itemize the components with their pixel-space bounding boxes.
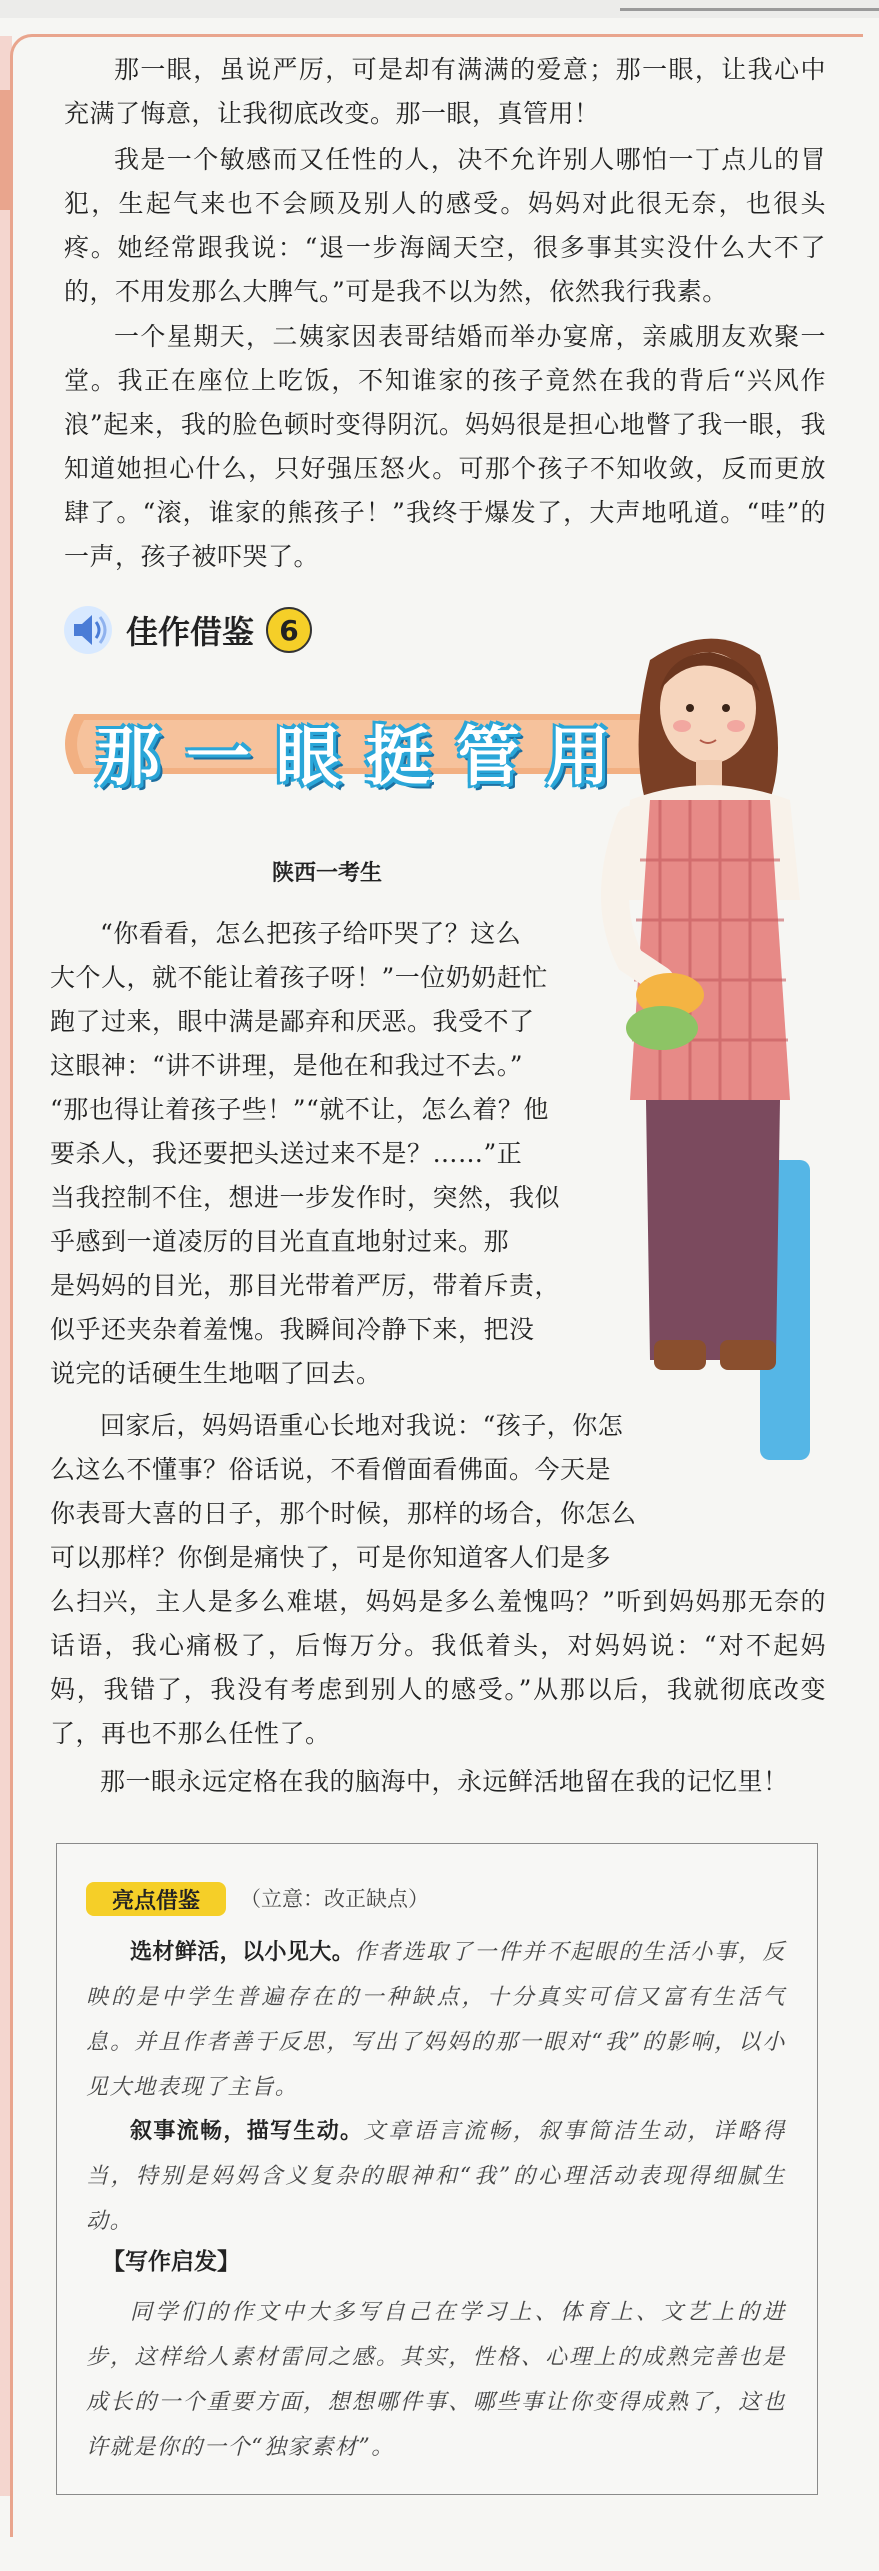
speaker-icon xyxy=(62,604,114,656)
essay-line: 么这么不懂事？俗话说，不看僧面看佛面。今天是 xyxy=(50,1455,612,1484)
prev-paragraph-1: 那一眼，虽说严厉，可是却有满满的爱意；那一眼，让我心中充满了悔意，让我彻底改变。那一眼，真管用！ xyxy=(64,55,826,128)
essay-line: 回家后，妈妈语重心长地对我说：“孩子，你怎 xyxy=(100,1411,624,1440)
essay-line: 是妈妈的目光，那目光带着严厉，带着斥责， xyxy=(50,1271,561,1300)
top-rule xyxy=(620,0,879,11)
essay-line: 当我控制不住，想进一步发作时，突然，我似 xyxy=(50,1183,561,1212)
essay-line: 似乎还夹杂着羞愧。我瞬间冷静下来，把没 xyxy=(50,1315,535,1344)
review-item-2-title: 叙事流畅，描写生动。 xyxy=(130,2119,364,2144)
essay-line: 大个人，就不能让着孩子呀！”一位奶奶赶忙 xyxy=(50,963,548,992)
essay-paragraph-3: 那一眼永远定格在我的脑海中，永远鲜活地留在我的记忆里！ xyxy=(100,1767,789,1796)
section-header xyxy=(62,600,312,660)
author-line: 陕西一考生 xyxy=(272,861,383,886)
inspiration-heading: 【写作启发】 xyxy=(102,2249,240,2275)
mother-illustration xyxy=(590,600,830,1460)
prev-paragraph-2: 我是一个敏感而又任性的人，决不允许别人哪怕一丁点儿的冒犯，生起气来也不会顾及别人的感受。妈妈对此很无奈，也很头疼。她经常跟我说：“退一步海阔天空，很多事其实没什么大不了的，不用发那么大脾气。”可是我不以为然，依然我行我素。 xyxy=(64,145,826,306)
prev-paragraph-3: 一个星期天，二姨家因表哥结婚而举办宴席，亲戚朋友欢聚一堂。我正在座位上吃饭，不知谁家的孩子竟然在我的背后“兴风作浪”起来，我的脸色顿时变得阴沉。妈妈很是担心地瞥了我一眼，我知道她担心什么，只好强压怒火。可那个孩子不知收敛，反而更放肆了。“滚，谁家的熊孩子！”我终于爆发了，大声地吼道。“哇”的一声，孩子被吓哭了。 xyxy=(64,322,826,571)
essay-line: “那也得让着孩子些！”“就不让，怎么着？他 xyxy=(50,1095,549,1124)
review-item-1-text: 作者选取了一件并不起眼的生活小事，反映的是中学生普遍存在的一种缺点，十分真实可信又富有生活气息。并且作者善于反思，写出了妈妈的那一眼对“我”的影响，以小见大地表现了主旨。 xyxy=(86,1940,786,2100)
section-label: 佳作借鉴 xyxy=(126,613,255,651)
inspiration-text: 同学们的作文中大多写自己在学习上、体育上、文艺上的进步，这样给人素材雷同之感。其实，性格、心理上的成熟完善也是成长的一个重要方面，想想哪件事、哪些事让你变得成熟了，这也许就是你的一个“独家素材”。 xyxy=(86,2300,786,2460)
essay-line: 要杀人，我还要把头送过来不是？……”正 xyxy=(50,1139,523,1168)
review-item-2 xyxy=(86,2109,786,2244)
essay-line: 说完的话硬生生地咽了回去。 xyxy=(50,1359,382,1388)
review-item-2-text: 文章语言流畅，叙事简洁生动，详略得当，特别是妈妈含义复杂的眼神和“我”的心理活动表现得细腻生动。 xyxy=(86,2119,786,2234)
essay-line: 这眼神：“讲不讲理，是他在和我过不去。” xyxy=(50,1051,524,1080)
section-number-badge: 6 xyxy=(266,607,312,653)
essay-line: “你看看，怎么把孩子给吓哭了？这么 xyxy=(100,919,522,948)
highlight-note: （立意：改正缺点） xyxy=(240,1887,429,1911)
review-item-1 xyxy=(86,1930,786,2110)
essay-line: 可以那样？你倒是痛快了，可是你知道客人们是多 xyxy=(50,1543,612,1572)
highlight-badge: 亮点借鉴 xyxy=(86,1882,226,1916)
essay-line: 乎感到一道凌厉的目光直直地射过来。那 xyxy=(50,1227,510,1256)
essay-paragraph-2-rest: 么扫兴，主人是多么难堪，妈妈是多么羞愧吗？”听到妈妈那无奈的话语，我心痛极了，后悔万分。我低着头，对妈妈说：“对不起妈妈，我错了，我没有考虑到别人的感受。”从那以后，我就彻底改变了，再也不那么任性了。 xyxy=(50,1587,826,1748)
essay-line: 你表哥大喜的日子，那个时候，那样的场合，你怎么 xyxy=(50,1499,637,1528)
essay-line: 跑了过来，眼中满是鄙弃和厌恶。我受不了 xyxy=(50,1007,535,1036)
review-item-1-title: 选材鲜活，以小见大。 xyxy=(130,1940,355,1965)
essay-title: 那一眼挺管用 xyxy=(96,721,636,795)
